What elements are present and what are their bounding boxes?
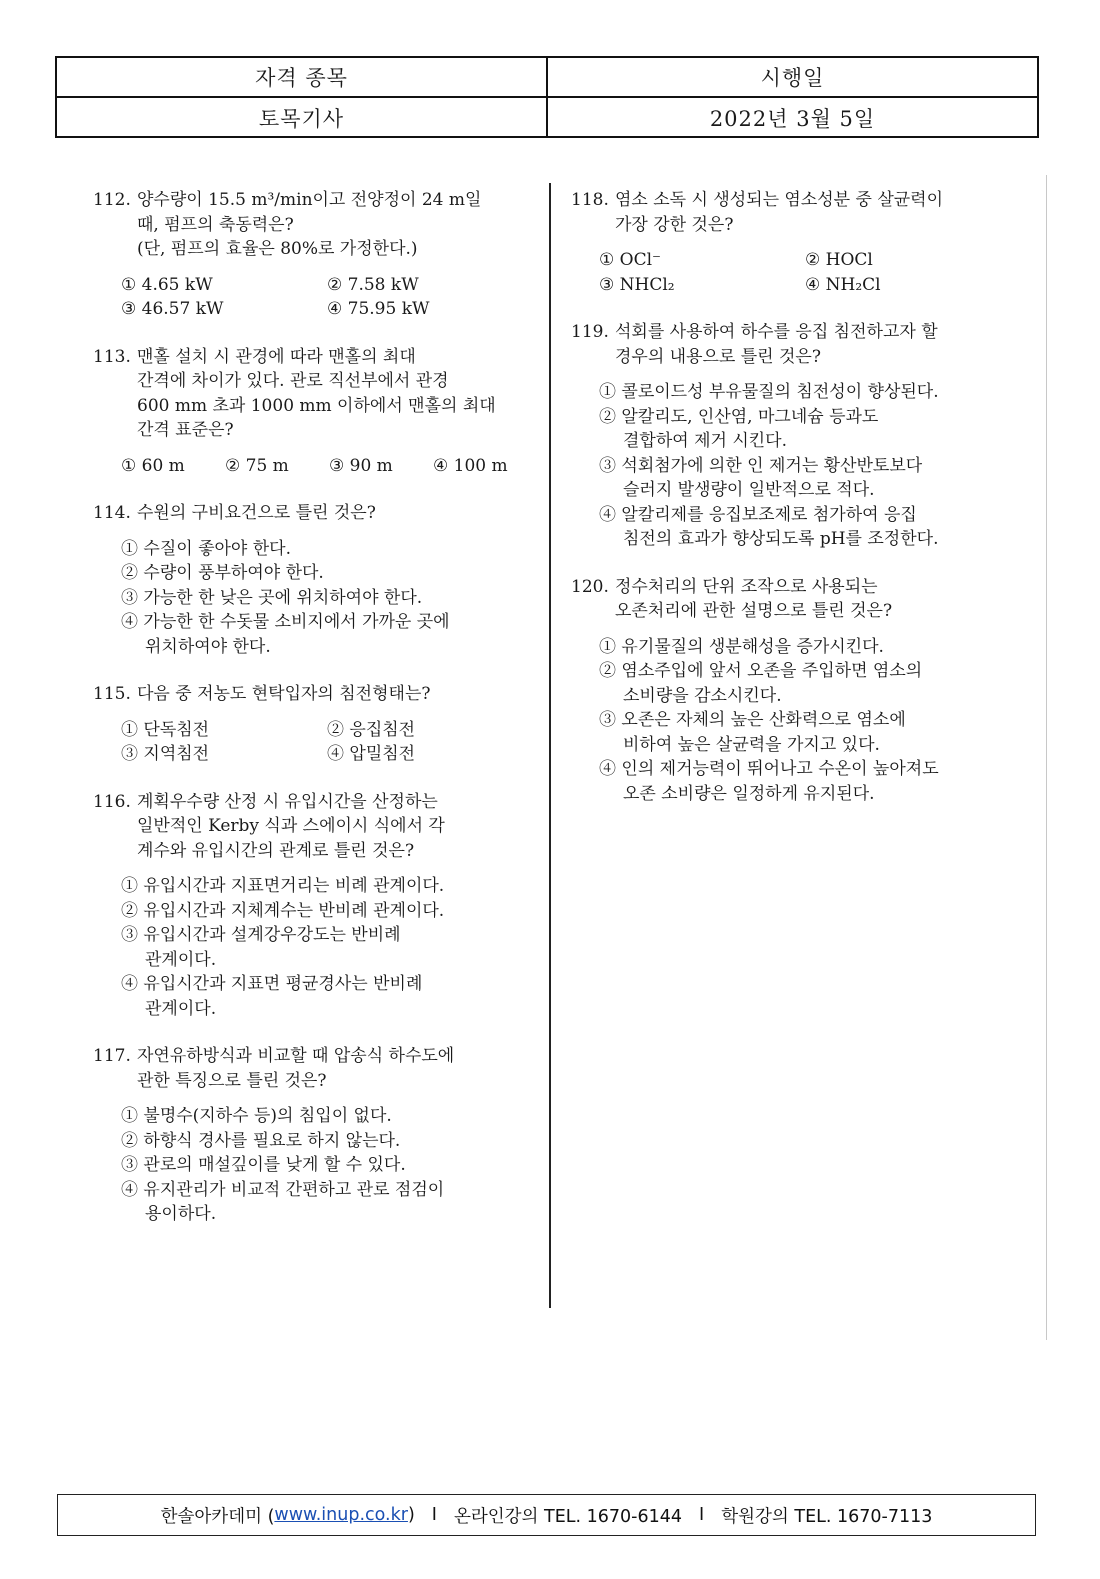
footer-online-phone: 온라인강의 TEL. 1670-6144 [453, 1506, 683, 1527]
question-stem-line: 관한 특징으로 틀린 것은? [137, 1070, 327, 1091]
question-stem-line: 다음 중 저농도 현탁입자의 침전형태는? [137, 684, 431, 704]
answer-option-text: ① 유기물질의 생분해성을 증가시킨다. [599, 636, 884, 657]
question-stem-line: 일반적인 Kerby 식과 스에이시 식에서 각 [137, 816, 445, 836]
answer-option-continuation: 슬러지 발생량이 일반적으로 적다. [623, 480, 875, 500]
question-stem-line: 간격 표준은? [137, 420, 234, 440]
footer-separator: I [699, 1505, 705, 1525]
answer-option-text: ④ 가능한 한 수돗물 소비지에서 가까운 곳에 [121, 612, 450, 632]
question-number: 120. [571, 576, 609, 597]
question-block [571, 188, 1011, 297]
answer-option-text: ③ 유입시간과 설계강우강도는 반비례 [121, 925, 401, 945]
answer-option-text: ④ 75.95 kW [327, 299, 430, 319]
answer-option-text: ③ 가능한 한 낮은 곳에 위치하여야 한다. [121, 587, 423, 608]
answer-option[interactable] [121, 561, 533, 586]
footer-website-link[interactable]: www.inup.co.kr [274, 1505, 408, 1525]
answer-option[interactable] [121, 1104, 533, 1129]
answer-options [93, 718, 533, 767]
answer-option-text: ③ 지역침전 [121, 744, 210, 764]
answer-option-text: ③ 오존은 자체의 높은 산화력으로 염소에 [599, 710, 906, 730]
answer-option[interactable] [121, 586, 533, 611]
answer-option[interactable] [599, 405, 1011, 454]
question-block [571, 575, 1011, 807]
answer-option-text: ② HOCl [805, 250, 873, 270]
answer-option-text: ④ 유지관리가 비교적 간편하고 관로 점검이 [121, 1179, 445, 1200]
answer-options [93, 537, 533, 660]
answer-options [571, 635, 1011, 807]
answer-option[interactable] [327, 273, 533, 298]
question-stem-line: 정수처리의 단위 조작으로 사용되는 [615, 576, 878, 597]
left-column [93, 188, 533, 1250]
exam-header-table [55, 56, 1039, 138]
question-header [93, 1044, 533, 1093]
footer-separator: I [431, 1505, 437, 1525]
answer-option[interactable] [121, 1178, 533, 1227]
page-edge-line [1046, 175, 1047, 1340]
answer-option-continuation: 침전의 효과가 향상되도록 pH를 조정한다. [623, 529, 939, 549]
answer-option-text: ④ NH₂Cl [805, 274, 881, 295]
answer-option[interactable] [121, 537, 533, 562]
answer-option[interactable] [121, 610, 533, 659]
answer-option-text: ① 수질이 좋아야 한다. [121, 538, 291, 559]
answer-option[interactable] [121, 454, 225, 479]
question-stem-line: 간격에 차이가 있다. 관로 직선부에서 관경 [137, 371, 449, 391]
question-stem-line: 때, 펌프의 축동력은? [137, 214, 294, 235]
question-header [93, 682, 533, 707]
question-note: (단, 펌프의 효율은 80%로 가정한다.) [137, 239, 418, 259]
question-block [571, 320, 1011, 552]
answer-options [93, 874, 533, 1021]
footer-academy: 한솔아카데미 ( [160, 1506, 275, 1527]
question-stem [137, 790, 533, 864]
answer-option-text: ① 콜로이드성 부유물질의 침전성이 향상된다. [599, 382, 939, 402]
question-stem-line: 경우의 내용으로 틀린 것은? [615, 346, 821, 367]
answer-option[interactable] [121, 1153, 533, 1178]
header-col1-label: 자격 종목 [57, 58, 548, 96]
answer-option-text: ① OCl⁻ [599, 250, 661, 270]
answer-option[interactable] [121, 718, 327, 743]
question-number: 114. [93, 503, 131, 523]
answer-option-text: ② 유입시간과 지체계수는 반비례 관계이다. [121, 900, 445, 921]
header-value-row [57, 98, 1037, 137]
answer-option[interactable] [599, 380, 1011, 405]
question-block [93, 1044, 533, 1227]
question-stem-line: 오존처리에 관한 설명으로 틀린 것은? [615, 601, 893, 621]
answer-option-text: ② 수량이 풍부하여야 한다. [121, 563, 324, 583]
question-header [571, 188, 1011, 237]
answer-option[interactable] [121, 972, 533, 1021]
answer-option[interactable] [599, 248, 805, 273]
answer-option[interactable] [121, 899, 533, 924]
header-label-row [57, 58, 1037, 98]
answer-options [571, 248, 1011, 297]
question-stem-line: 가장 강한 것은? [615, 214, 734, 235]
question-stem-line: 맨홀 설치 시 관경에 따라 맨홀의 최대 [137, 346, 416, 367]
answer-option[interactable] [805, 248, 1011, 273]
header-col2-label: 시행일 [760, 66, 825, 90]
question-stem [137, 1044, 533, 1093]
question-number: 118. [571, 190, 609, 210]
question-stem [137, 345, 533, 443]
answer-option[interactable] [327, 718, 533, 743]
question-stem-line: 자연유하방식과 비교할 때 압송식 하수도에 [137, 1046, 455, 1066]
exam-subject: 토목기사 [57, 98, 548, 137]
answer-option-continuation: 비하여 높은 살균력을 가지고 있다. [623, 734, 880, 755]
answer-option-continuation: 결합하여 제거 시킨다. [623, 431, 788, 451]
answer-option-continuation: 용이하다. [145, 1204, 217, 1224]
question-stem-line: 석회를 사용하여 하수를 응집 침전하고자 할 [615, 322, 938, 342]
answer-option-text: ③ NHCl₂ [599, 274, 675, 295]
answer-option[interactable] [327, 742, 533, 767]
question-number: 117. [93, 1046, 131, 1066]
question-number: 115. [93, 684, 131, 704]
question-block [93, 345, 533, 479]
question-header [93, 501, 533, 526]
answer-options [571, 380, 1011, 552]
answer-option[interactable] [599, 708, 1011, 757]
right-column [571, 188, 1011, 829]
answer-option-text: ① 단독침전 [121, 719, 210, 740]
footer-offline-phone: 학원강의 TEL. 1670-7113 [721, 1506, 933, 1527]
answer-option[interactable] [433, 454, 537, 479]
answer-option[interactable] [121, 1129, 533, 1154]
question-stem-line: 계획우수량 산정 시 유입시간을 산정하는 [137, 791, 438, 812]
answer-option-text: ② 7.58 kW [327, 274, 419, 295]
question-number: 116. [93, 791, 131, 812]
answer-option-text: ③ 46.57 kW [121, 299, 224, 319]
column-divider [549, 183, 551, 1308]
question-header [93, 188, 533, 262]
answer-option-text: ① 4.65 kW [121, 274, 213, 295]
answer-option-text: ② 염소주입에 앞서 오존을 주입하면 염소의 [599, 661, 923, 681]
question-block [93, 682, 533, 767]
answer-option-text: ② 알칼리도, 인산염, 마그네슘 등과도 [599, 406, 879, 427]
answer-option[interactable] [599, 503, 1011, 552]
answer-option[interactable] [121, 874, 533, 899]
question-stem [137, 188, 533, 262]
answer-option[interactable] [121, 742, 327, 767]
question-number: 119. [571, 322, 609, 342]
answer-option[interactable] [599, 635, 1011, 660]
answer-option-text: ③ 90 m [329, 455, 393, 476]
exam-date: 2022년 3월 5일 [709, 106, 876, 131]
answer-option-text: ③ 석회첨가에 의한 인 제거는 황산반토보다 [599, 455, 923, 476]
question-stem [615, 320, 1011, 369]
answer-option-text: ① 불명수(지하수 등)의 침입이 없다. [121, 1106, 392, 1126]
question-header [93, 790, 533, 864]
answer-option-text: ④ 100 m [433, 455, 508, 476]
question-stem-line: 수원의 구비요건으로 틀린 것은? [137, 503, 376, 523]
answer-option-text: ③ 관로의 매설깊이를 낮게 할 수 있다. [121, 1155, 406, 1175]
footer-bar [57, 1494, 1036, 1536]
answer-options [93, 273, 533, 322]
answer-option-text: ② 하향식 경사를 필요로 하지 않는다. [121, 1130, 401, 1151]
question-number: 113. [93, 346, 131, 367]
question-stem-line: 계수와 유입시간의 관계로 틀린 것은? [137, 840, 415, 861]
answer-option[interactable] [599, 454, 1011, 503]
answer-option[interactable] [599, 757, 1011, 806]
answer-option-continuation: 소비량을 감소시킨다. [623, 685, 782, 706]
question-stem-line: 600 mm 초과 1000 mm 이하에서 맨홀의 최대 [137, 395, 496, 416]
question-header [571, 320, 1011, 369]
answer-options [93, 454, 533, 479]
answer-option-text: ② 75 m [225, 455, 289, 476]
footer-academy-close: ) [407, 1505, 415, 1525]
question-stem [615, 188, 1011, 237]
question-number: 112. [93, 190, 131, 210]
question-stem [615, 575, 1011, 624]
question-block [93, 790, 533, 1022]
answer-option[interactable] [225, 454, 329, 479]
answer-option-text: ④ 알칼리제를 응집보조제로 첨가하여 응집 [599, 504, 917, 525]
answer-option-text: ① 유입시간과 지표면거리는 비례 관계이다. [121, 876, 445, 896]
answer-option-continuation: 관계이다. [145, 998, 217, 1019]
answer-option-text: ② 응집침전 [327, 719, 416, 740]
answer-option[interactable] [805, 273, 1011, 298]
answer-option[interactable] [599, 273, 805, 298]
question-block [93, 501, 533, 659]
answer-option[interactable] [329, 454, 433, 479]
question-stem-line: 양수량이 15.5 m³/min이고 전양정이 24 m일 [137, 190, 482, 210]
answer-option-text: ④ 인의 제거능력이 뛰어나고 수온이 높아져도 [599, 759, 939, 779]
answer-options [93, 1104, 533, 1227]
question-stem-line: 염소 소독 시 생성되는 염소성분 중 살균력이 [615, 190, 944, 210]
answer-option-continuation: 오존 소비량은 일정하게 유지된다. [623, 783, 875, 804]
answer-option-text: ④ 압밀침전 [327, 744, 416, 764]
answer-option[interactable] [327, 297, 533, 322]
answer-option[interactable] [599, 659, 1011, 708]
answer-option-text: ④ 유입시간과 지표면 평균경사는 반비례 [121, 974, 423, 994]
answer-option[interactable] [121, 297, 327, 322]
question-header [571, 575, 1011, 624]
question-header [93, 345, 533, 443]
answer-option[interactable] [121, 273, 327, 298]
question-stem [137, 682, 533, 707]
question-block [93, 188, 533, 322]
question-stem [137, 501, 533, 526]
answer-option-continuation: 위치하여야 한다. [145, 636, 271, 657]
answer-option-continuation: 관계이다. [145, 949, 217, 970]
answer-option[interactable] [121, 923, 533, 972]
answer-option-text: ① 60 m [121, 455, 185, 476]
